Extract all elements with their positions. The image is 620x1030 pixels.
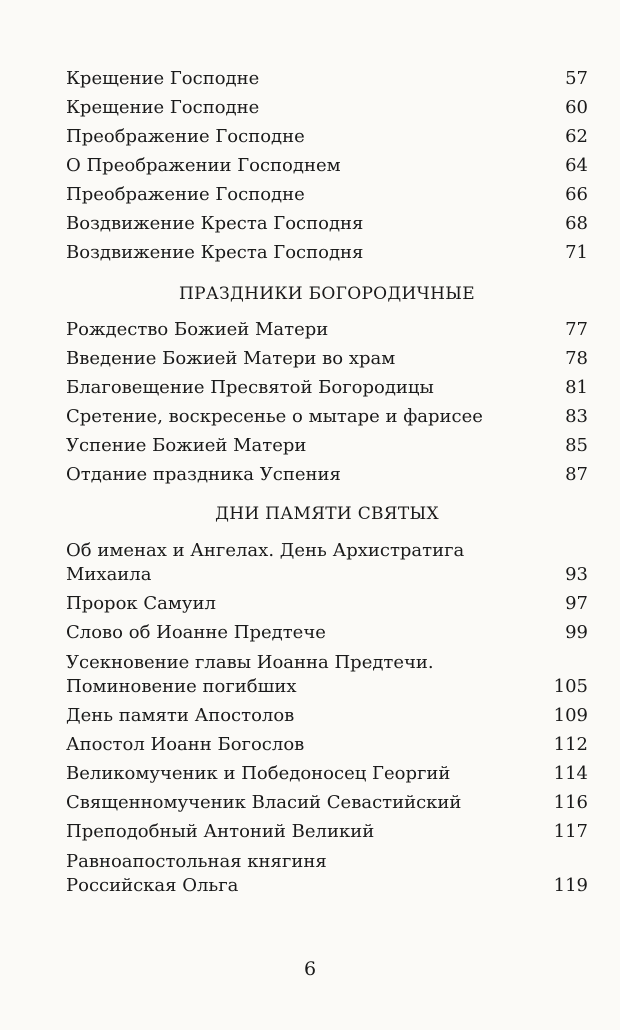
toc-entry-title: Воздвижение Креста Господня [66,242,364,263]
toc-entry-title: Крещение Господне [66,97,260,118]
toc-entry [66,817,588,846]
toc-entry-title: Преображение Господне [66,126,305,147]
toc-entry-title: Воздвижение Креста Господня [66,213,364,234]
toc-entry-title-line2: Российская Ольга [66,875,239,896]
toc-entry-page: 57 [565,68,588,89]
toc-entry-title: Преподобный Антоний Великий [66,821,375,842]
toc-entry-page: 85 [565,435,588,456]
toc-entry-page: 117 [553,821,588,842]
toc-entry [66,315,588,344]
section-heading-dni-pamyati: ДНИ ПАМЯТИ СВЯТЫХ [215,504,439,524]
toc-entry-title: Слово об Иоанне Предтече [66,622,326,643]
toc-entry-page: 68 [565,213,588,234]
toc-entry-title: Крещение Господне [66,68,260,89]
toc-entry [66,730,588,759]
toc-entry-page: 77 [565,319,588,340]
page-number: 6 [303,958,317,980]
toc-entry [66,759,588,788]
toc-entry-page: 60 [565,97,588,118]
toc-entry-page: 119 [553,875,588,896]
section-heading-bogorodichnye: ПРАЗДНИКИ БОГОРОДИЧНЫЕ [179,284,475,304]
toc-entry-page: 66 [565,184,588,205]
toc-entry-page: 78 [565,348,588,369]
toc-entry-page: 97 [565,593,588,614]
toc-entry [66,238,588,267]
toc-entry-page: 109 [553,705,588,726]
toc-entry [66,539,588,587]
toc-entry-page: 71 [565,242,588,263]
toc-entry-page: 112 [553,734,588,755]
toc-entry-page: 62 [565,126,588,147]
toc-entry-page: 81 [565,377,588,398]
toc-entry [66,122,588,151]
toc-entry [66,151,588,180]
toc-entry [66,373,588,402]
toc-entry-title: Благовещение Пресвятой Богородицы [66,377,434,398]
toc-entry-title: Введение Божией Матери во храм [66,348,396,369]
toc-entry-page: 64 [565,155,588,176]
toc-entry [66,651,588,699]
toc-entry [66,402,588,431]
toc-entry-title: Священномученик Власий Севастийский [66,792,462,813]
table-of-contents [66,64,588,898]
toc-entry-title: Великомученик и Победоносец Георгий [66,763,451,784]
toc-entry-page: 93 [565,564,588,585]
toc-entry-title: Преображение Господне [66,184,305,205]
toc-entry [66,64,588,93]
toc-entry [66,93,588,122]
toc-entry-page: 105 [553,676,588,697]
toc-entry [66,788,588,817]
toc-entry-title: День памяти Апостолов [66,705,295,726]
toc-entry-page: 83 [565,406,588,427]
toc-entry [66,850,588,898]
toc-entry-title: О Преображении Господнем [66,155,341,176]
toc-entry [66,209,588,238]
toc-entry-title-line1: Усекновение главы Иоанна Предтечи. [66,652,434,673]
toc-entry-page: 87 [565,464,588,485]
toc-entry [66,460,588,489]
toc-entry-title-line2: Поминовение погибших [66,676,297,697]
toc-entry [66,589,588,618]
toc-entry-title-line1: Равноапостольная княгиня [66,851,327,872]
toc-entry-page: 116 [553,792,588,813]
toc-entry-title: Отдание праздника Успения [66,464,341,485]
toc-entry [66,180,588,209]
toc-entry-title: Успение Божией Матери [66,435,307,456]
toc-entry-title: Рождество Божией Матери [66,319,329,340]
toc-entry [66,344,588,373]
toc-entry [66,618,588,647]
toc-entry [66,431,588,460]
toc-entry-page: 99 [565,622,588,643]
toc-entry-title-line2: Михаила [66,564,152,585]
toc-entry-title: Пророк Самуил [66,593,216,614]
toc-entry-title: Апостол Иоанн Богослов [66,734,305,755]
toc-entry-title: Сретение, воскресенье о мытаре и фарисее [66,406,483,427]
toc-entry [66,701,588,730]
toc-entry-page: 114 [553,763,588,784]
toc-entry-title-line1: Об именах и Ангелах. День Архистратига [66,540,465,561]
